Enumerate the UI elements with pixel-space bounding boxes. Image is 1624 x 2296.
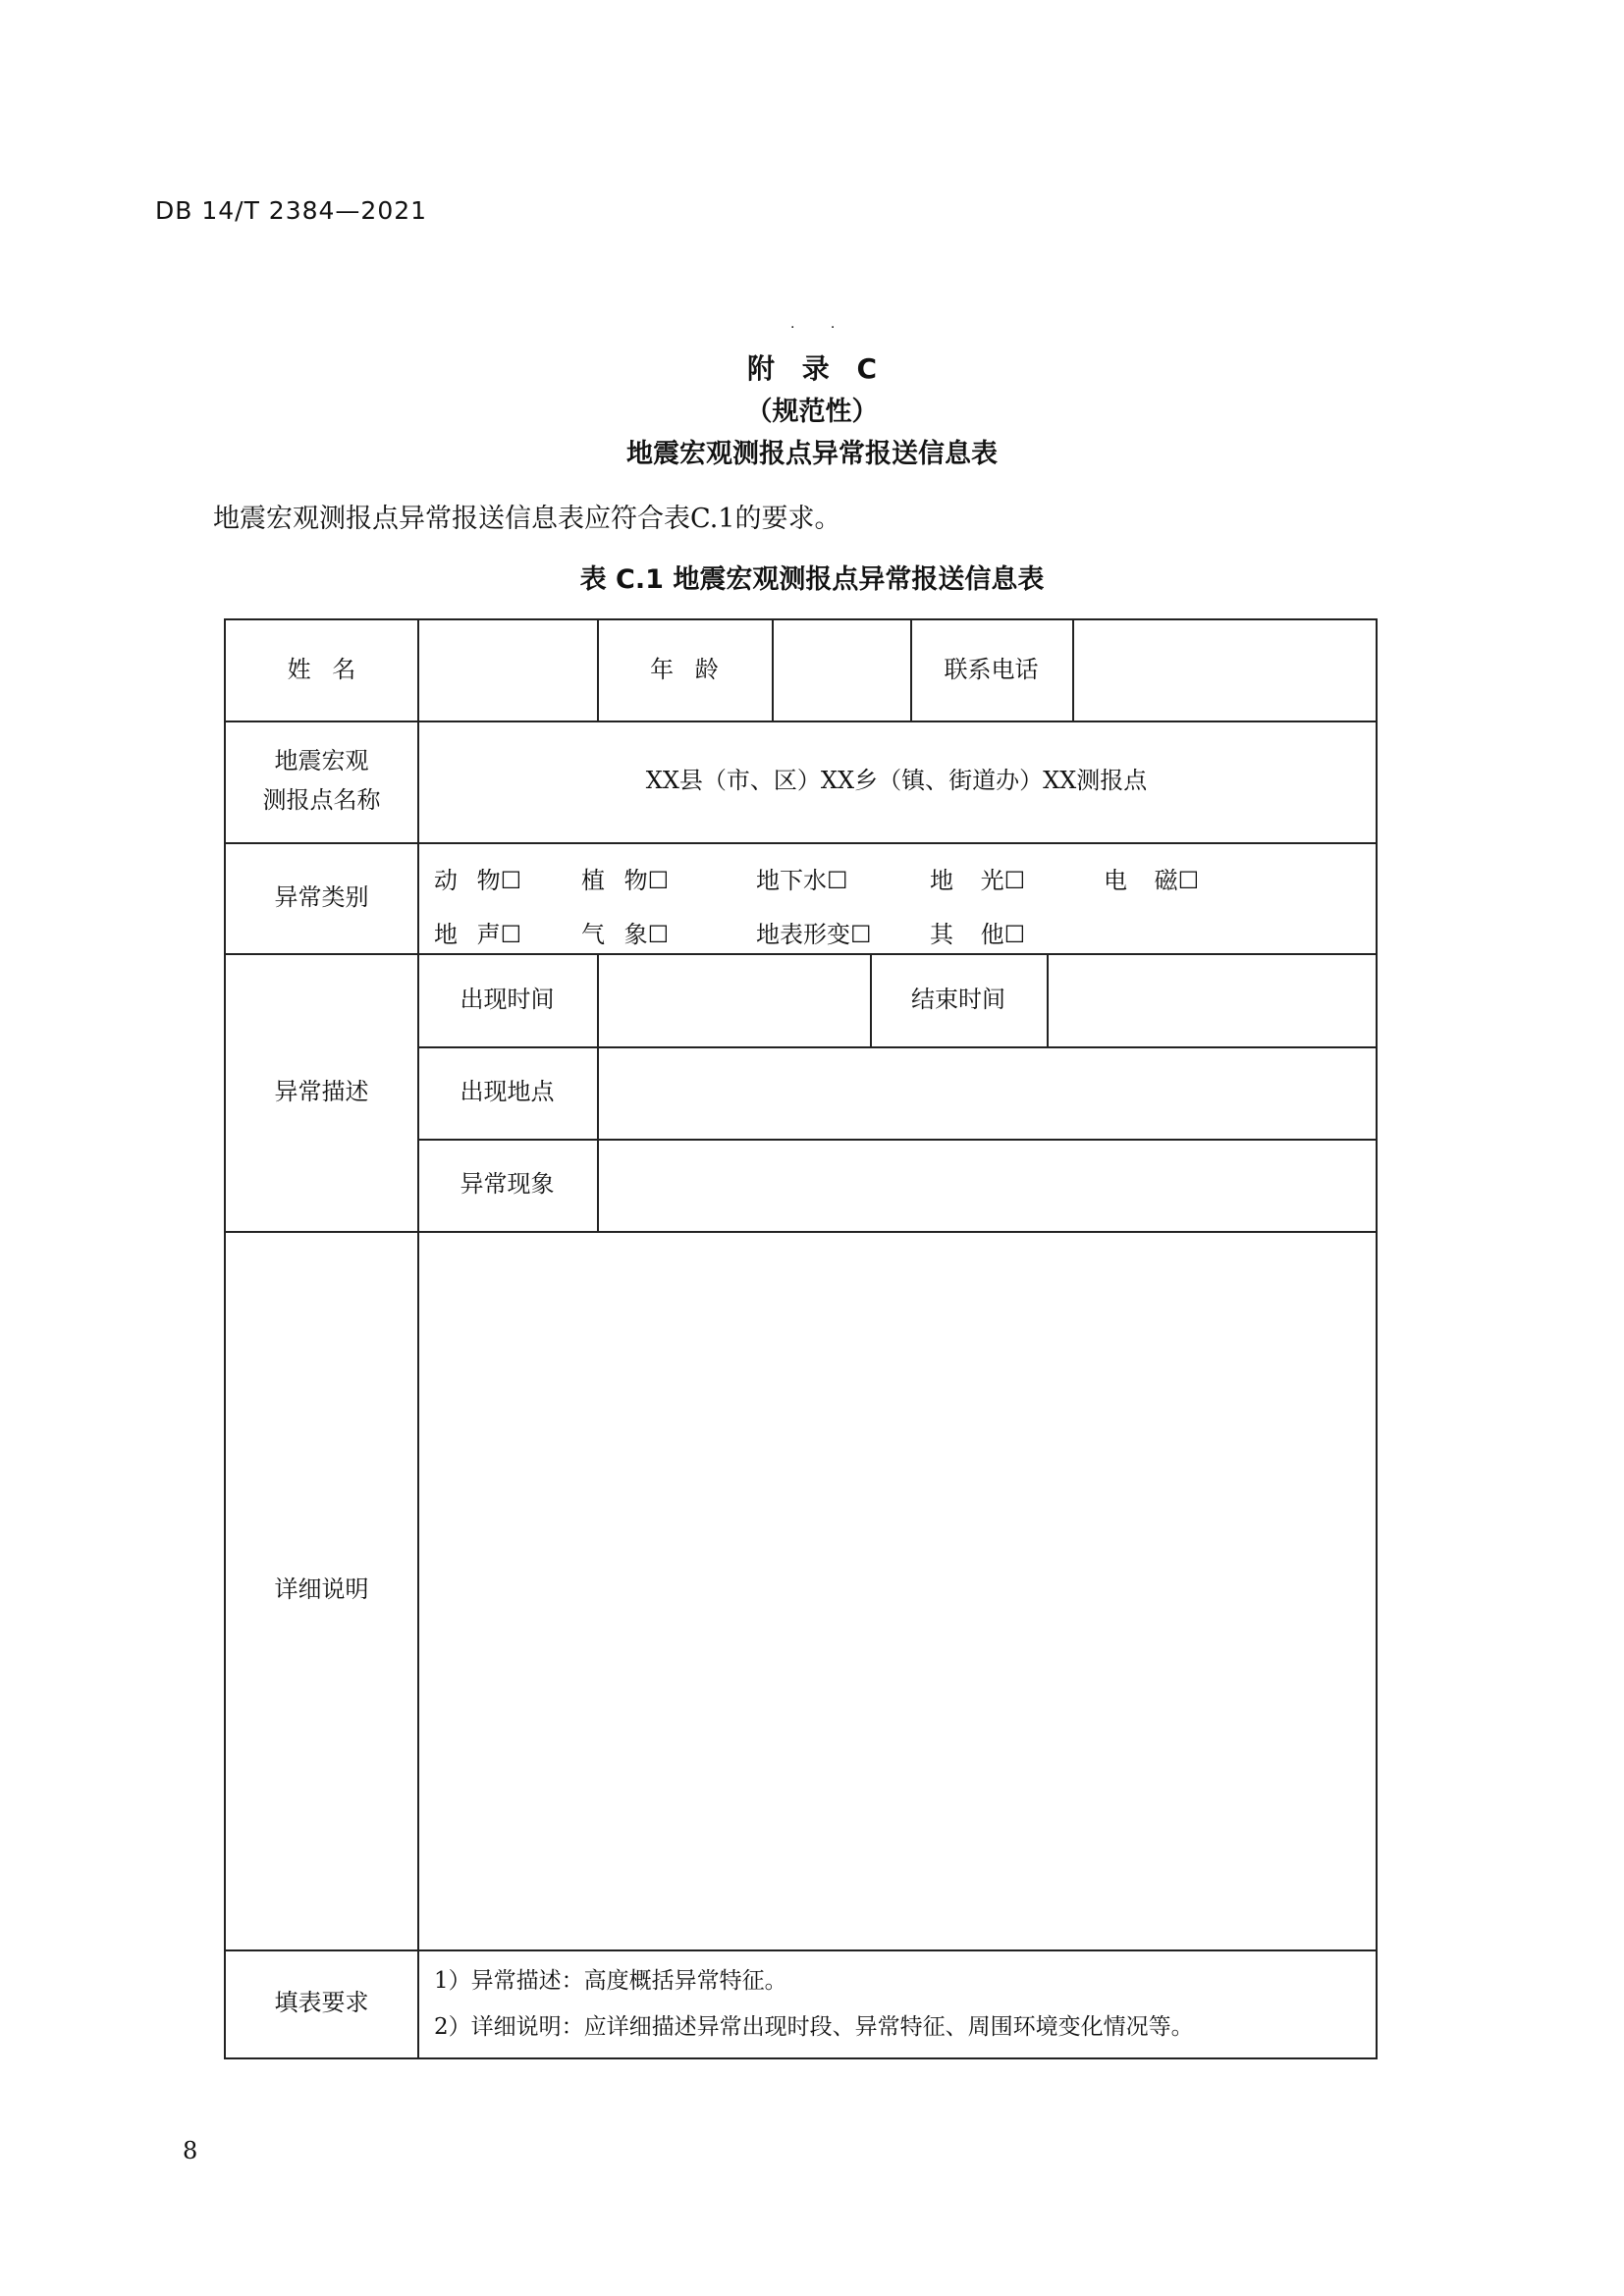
station-value[interactable]: XX县（市、区）XX乡（镇、街道办）XX测报点	[645, 767, 1148, 795]
station-label	[226, 721, 417, 842]
appendix-label: 附 录 C	[746, 352, 878, 385]
end-time-label: 结束时间	[911, 985, 1005, 1013]
intro-paragraph: 地震宏观测报点异常报送信息表应符合表C.1的要求。	[213, 504, 841, 534]
category-option-groundwater[interactable]: 地下水☐	[756, 867, 848, 894]
category-option-sound[interactable]: 地 声☐	[434, 921, 522, 948]
category-option-weather[interactable]: 气 象☐	[581, 921, 670, 948]
category-option-other[interactable]: 其 他☐	[930, 921, 1026, 948]
phone-input[interactable]	[1074, 622, 1374, 719]
age-label: 年 龄	[650, 656, 719, 684]
appendix-nature: （规范性）	[745, 397, 879, 427]
description-label: 异常描述	[274, 1077, 369, 1105]
category-option-deformation[interactable]: 地表形变☐	[756, 921, 872, 948]
name-label: 姓 名	[287, 656, 356, 684]
start-time-label: 出现时间	[460, 985, 555, 1013]
phenomenon-input[interactable]	[599, 1141, 1374, 1229]
decorative-dots: · ·	[790, 320, 851, 336]
start-time-input[interactable]	[599, 955, 868, 1044]
category-option-earthlight[interactable]: 地 光☐	[930, 867, 1026, 894]
end-time-input[interactable]	[1049, 955, 1374, 1044]
table-caption: 表 C.1 地震宏观测报点异常报送信息表	[579, 564, 1045, 595]
category-option-electromagnetic[interactable]: 电 磁☐	[1104, 867, 1200, 894]
category-option-animals[interactable]: 动 物☐	[434, 867, 522, 894]
requirement-item: 1）异常描述：高度概括异常特征。	[434, 1968, 787, 1994]
standard-number: DB 14/T 2384—2021	[155, 196, 428, 225]
phone-label: 联系电话	[944, 656, 1039, 684]
station-label-line1: 地震宏观	[274, 747, 369, 775]
details-label: 详细说明	[274, 1575, 369, 1604]
report-form	[224, 618, 1378, 2059]
details-input[interactable]	[419, 1233, 1374, 1948]
age-input[interactable]	[774, 622, 908, 719]
location-input[interactable]	[599, 1048, 1374, 1137]
page-number: 8	[183, 2137, 198, 2164]
requirements-label: 填表要求	[274, 1989, 369, 2017]
location-label: 出现地点	[460, 1078, 555, 1106]
category-option-plants[interactable]: 植 物☐	[581, 867, 670, 894]
appendix-title: 地震宏观测报点异常报送信息表	[626, 439, 998, 469]
category-label: 异常类别	[274, 882, 369, 911]
station-label-line2: 测报点名称	[262, 786, 381, 814]
name-input[interactable]	[419, 622, 595, 719]
phenomenon-label: 异常现象	[460, 1170, 555, 1199]
requirement-item: 2）详细说明：应详细描述异常出现时段、异常特征、周围环境变化情况等。	[434, 2014, 1194, 2040]
